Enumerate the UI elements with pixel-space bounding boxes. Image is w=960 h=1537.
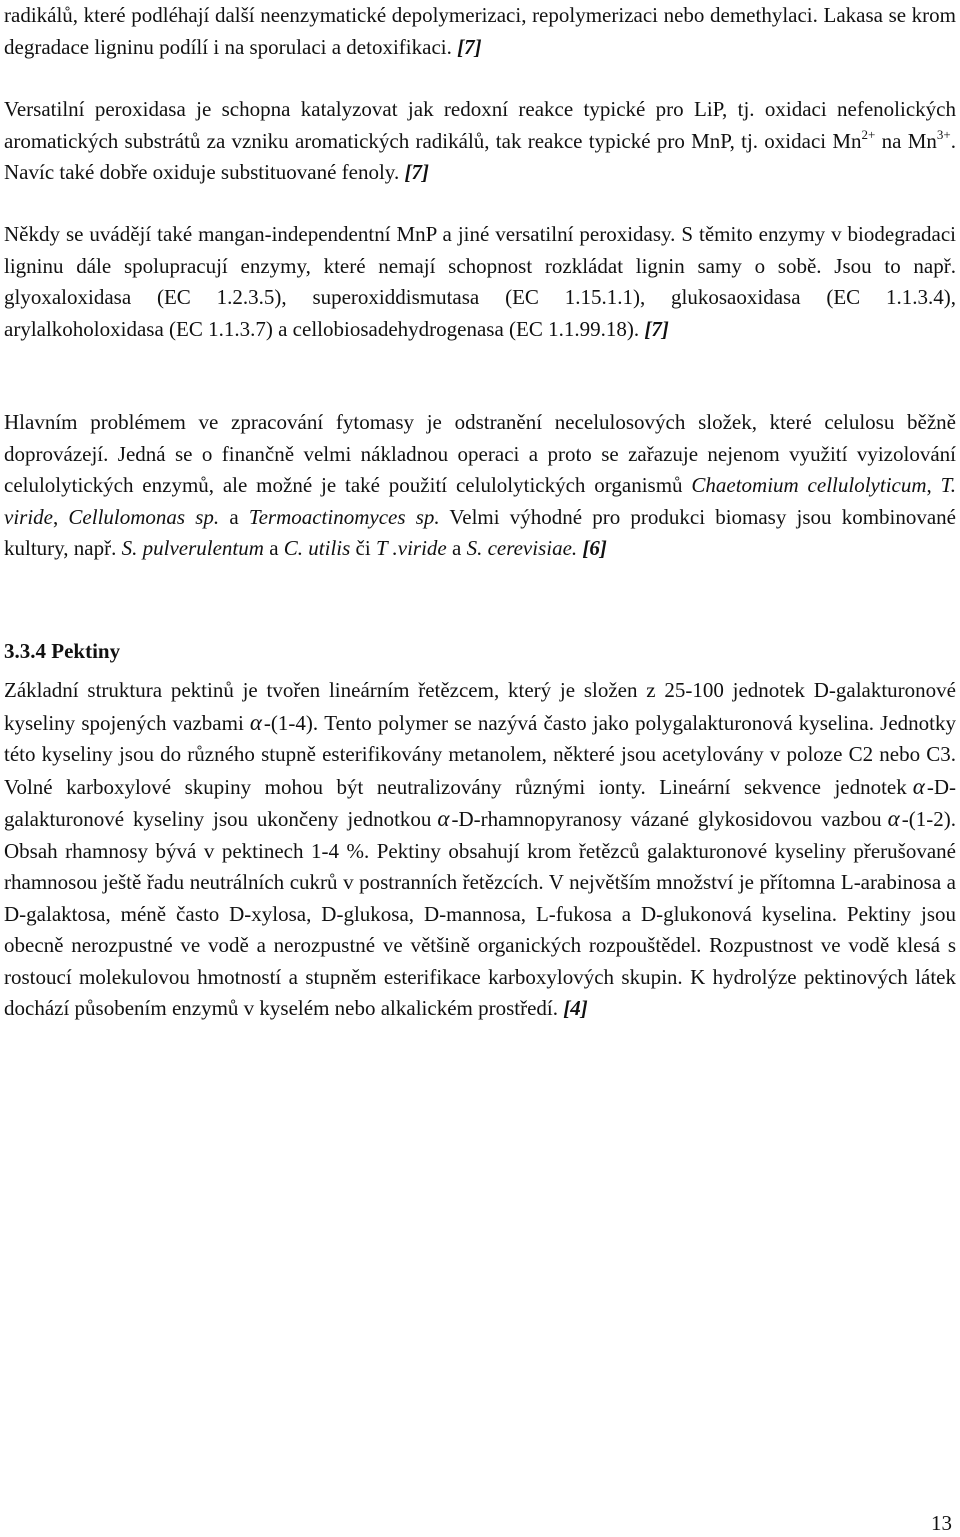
citation-ref: [4] — [563, 996, 588, 1020]
species-name: Chaetomium cellulolyticum — [691, 473, 927, 497]
species-name: S. pulverulentum — [121, 536, 264, 560]
paragraph-text: a — [219, 504, 249, 529]
alpha-symbol: α — [249, 709, 262, 735]
paragraph-text: , — [926, 473, 941, 497]
paragraph-text: Versatilní peroxidasa je schopna katalyzovat jak redoxní reakce typické pro LiP, tj. oxidaci nefenolických aromatických substrátů za vzniku aromatických radikálů, tak reakce typické pro MnP, tj. oxidaci Mn — [4, 97, 956, 153]
alpha-symbol: α — [912, 773, 925, 799]
paragraph-versatile-peroxidase — [4, 94, 956, 189]
paragraph-text: radikálů, které podléhají další neenzymatické depolymerizaci, repolymerizaci nebo demethylaci. Lakasa se krom degradace ligninu podílí i na sporulaci a detoxifikaci. — [4, 3, 956, 59]
paragraph-text: Někdy se uvádějí také mangan-independentní MnP a jiné versatilní peroxidasy. S těmito enzymy v biodegradaci ligninu dále spolupracují enzymy, které nemají schopnost rozkládat lignin samy o sobě. Jsou to např. glyoxaloxidasa (EC 1.2.3.5), superoxiddismutasa (EC 1.15.1.1), glukosaoxidasa (EC 1.1.3.4), arylalkoholoxidasa (EC 1.1.3.7) a cellobiosadehydrogenasa (EC 1.1.99.18). — [4, 222, 956, 341]
paragraph-text: na Mn — [875, 128, 937, 153]
citation-ref: [6] — [582, 536, 607, 560]
paragraph-text: -D-rhamnopyranosy vázané glykosidovou vazbou — [451, 807, 882, 831]
alpha-symbol: α — [437, 806, 450, 831]
paragraph-lakasa — [4, 0, 956, 63]
citation-ref: [7] — [404, 160, 429, 184]
paragraph-text: Základní struktura pektinů je tvořen lineárním řetězcem, který je složen z 25-100 jednotek D-galakturonové kyseliny spojených vazbami — [4, 678, 956, 735]
paragraph-text: -(1-2). Obsah rhamnosy bývá v pektinech 1-4 %. Pektiny obsahují krom řetězců galakturonové kyseliny přerušované rhamnosou ještě řadu neutrálních cukrů v postranních řetězcích. V největším množství je přítomna L-arabinosa a D-galaktosa, méně často D-xylosa, D-glukosa, D-mannosa, L-fukosa a D-glukonová kyselina. Pektiny jsou obecně nerozpustné ve vodě a nerozpustné ve většině organických rozpouštědel. Rozpustnost ve vodě klesá s rostoucí molekulovou hmotností a stupněm esterifikace karboxylových skupin. K hydrolýze pektinových látek dochází působením enzymů v kyselém nebo alkalickém prostředí. — [4, 807, 956, 1020]
paragraph-other-enzymes — [4, 219, 956, 345]
paragraph-text: . Navíc také dobře oxiduje substituované fenoly. — [4, 128, 956, 184]
alpha-symbol: α — [887, 806, 900, 831]
paragraph-pectins — [4, 675, 956, 1025]
paragraph-text: -(1-4). Tento polymer se nazývá často jako polygalakturonová kyselina. Jednotky této kyseliny jsou do různého stupně esterifikovány metanolem, některé jsou acetylovány v poloze C2 nebo C3. Volné karboxylové skupiny mohou být neutralizovány různými ionty. Lineární sekvence jednotek — [4, 710, 956, 799]
paragraph-text: -D-galakturonové kyseliny jsou ukončeny jednotkou — [4, 774, 956, 831]
species-name: C. utilis — [283, 536, 351, 560]
paragraph-text: či — [350, 536, 376, 560]
species-name: Termoactinomyces sp. — [248, 504, 440, 529]
paragraph-text: Velmi výhodné pro produkci biomasy jsou kombinované kultury, např. — [4, 504, 957, 560]
superscript-charge: 2+ — [861, 126, 876, 142]
superscript-charge: 3+ — [936, 126, 951, 142]
citation-ref: [7] — [644, 316, 669, 341]
paragraph-text: a — [263, 536, 284, 560]
citation-ref: [7] — [457, 34, 482, 59]
species-name: Cellulomonas sp. — [68, 504, 220, 529]
paragraph-text: , — [52, 504, 69, 529]
page-number: 13 — [931, 1511, 952, 1535]
species-name: T. viride — [4, 473, 956, 529]
section-heading: 3.3.4 Pektiny — [4, 639, 121, 663]
paragraph-phytomass — [4, 407, 956, 565]
species-name: T .viride — [375, 536, 447, 560]
paragraph-text: a — [446, 536, 467, 560]
paragraph-text: Hlavním problémem ve zpracování fytomasy je odstranění necelulosových složek, které celulosu běžně doprovázejí. Jedná se o finančně velmi nákladnou operaci a proto se zařazuje nejenom využití vyizolování celulolytických enzymů, ale možné je také použití celulolytických organismů — [4, 410, 956, 497]
species-name: S. cerevisiae. — [466, 536, 578, 560]
